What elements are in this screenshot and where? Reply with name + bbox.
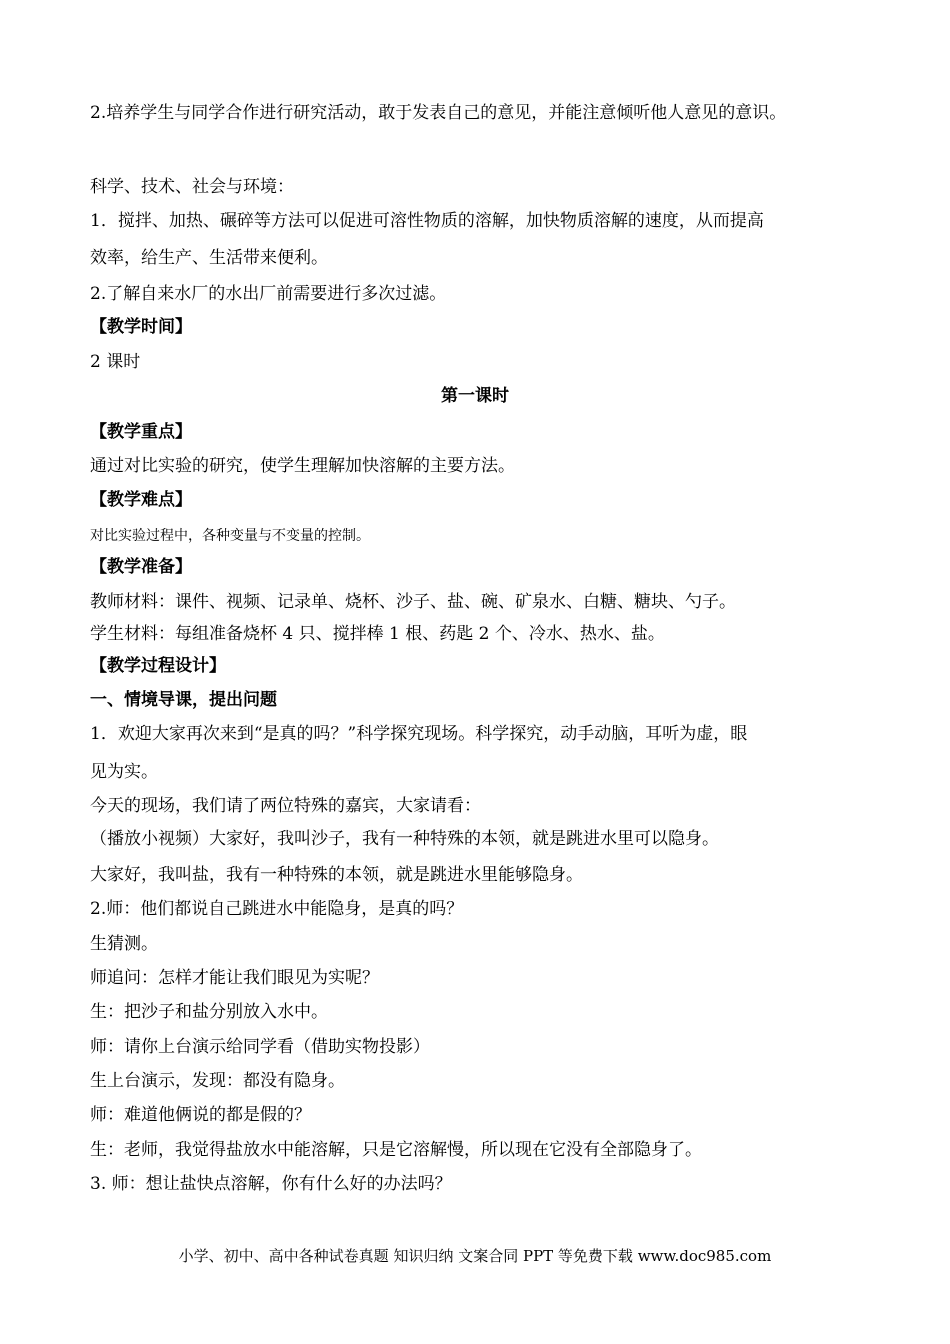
section-1-title: 一、情境导课，提出问题 xyxy=(90,690,277,710)
focus-text: 通过对比实验的研究，使学生理解加快溶解的主要方法。 xyxy=(90,456,515,476)
sts-item-1-line-1: 1．搅拌、加热、碾碎等方法可以促进可溶性物质的溶解，加快物质溶解的速度，从而提高 xyxy=(90,211,764,231)
objective-item-2: 2.培养学生与同学合作进行研究活动，敢于发表自己的意见，并能注意倾听他人意见的意识。 xyxy=(90,103,787,123)
process-line: 2.师：他们都说自己跳进水中能隐身，是真的吗？ xyxy=(90,899,464,919)
process-line: 生猜测。 xyxy=(90,934,158,954)
page-footer: 小学、初中、高中各种试卷真题 知识归纳 文案合同 PPT 等免费下载 www.doc985.com xyxy=(178,1247,772,1265)
difficulty-heading: 【教学难点】 xyxy=(90,490,192,510)
sts-item-1-line-2: 效率，给生产、生活带来便利。 xyxy=(90,248,328,268)
teaching-time-heading: 【教学时间】 xyxy=(90,317,192,337)
process-line: 师：请你上台演示给同学看（借助实物投影） xyxy=(90,1037,430,1057)
lesson-title: 第一课时 xyxy=(441,386,509,406)
focus-heading: 【教学重点】 xyxy=(90,422,192,442)
sts-heading: 科学、技术、社会与环境： xyxy=(90,177,294,197)
teacher-materials: 教师材料：课件、视频、记录单、烧杯、沙子、盐、碗、矿泉水、白糖、糖块、勺子。 xyxy=(90,592,736,612)
process-line: 师追问：怎样才能让我们眼见为实呢？ xyxy=(90,968,379,988)
student-materials: 学生材料：每组准备烧杯 4 只、搅拌棒 1 根、药匙 2 个、冷水、热水、盐。 xyxy=(90,624,665,644)
process-line: 见为实。 xyxy=(90,762,158,782)
sts-item-2: 2.了解自来水厂的水出厂前需要进行多次过滤。 xyxy=(90,284,447,304)
process-line: 师：难道他俩说的都是假的？ xyxy=(90,1105,311,1125)
difficulty-text: 对比实验过程中，各种变量与不变量的控制。 xyxy=(90,528,370,544)
process-line: （播放小视频）大家好，我叫沙子，我有一种特殊的本领，就是跳进水里可以隐身。 xyxy=(90,829,719,849)
process-line: 生：把沙子和盐分别放入水中。 xyxy=(90,1002,328,1022)
process-line: 生：老师，我觉得盐放水中能溶解，只是它溶解慢，所以现在它没有全部隐身了。 xyxy=(90,1140,702,1160)
process-line: 今天的现场，我们请了两位特殊的嘉宾，大家请看： xyxy=(90,796,481,816)
process-line: 生上台演示，发现：都没有隐身。 xyxy=(90,1071,345,1091)
preparation-heading: 【教学准备】 xyxy=(90,557,192,577)
process-line: 3. 师：想让盐快点溶解，你有什么好的办法吗？ xyxy=(90,1174,452,1194)
teaching-time-value: 2 课时 xyxy=(90,352,141,372)
process-heading: 【教学过程设计】 xyxy=(90,656,226,676)
process-line: 大家好，我叫盐，我有一种特殊的本领，就是跳进水里能够隐身。 xyxy=(90,865,583,885)
process-line: 1．欢迎大家再次来到“是真的吗？”科学探究现场。科学探究，动手动脑，耳听为虚，眼 xyxy=(90,724,748,744)
